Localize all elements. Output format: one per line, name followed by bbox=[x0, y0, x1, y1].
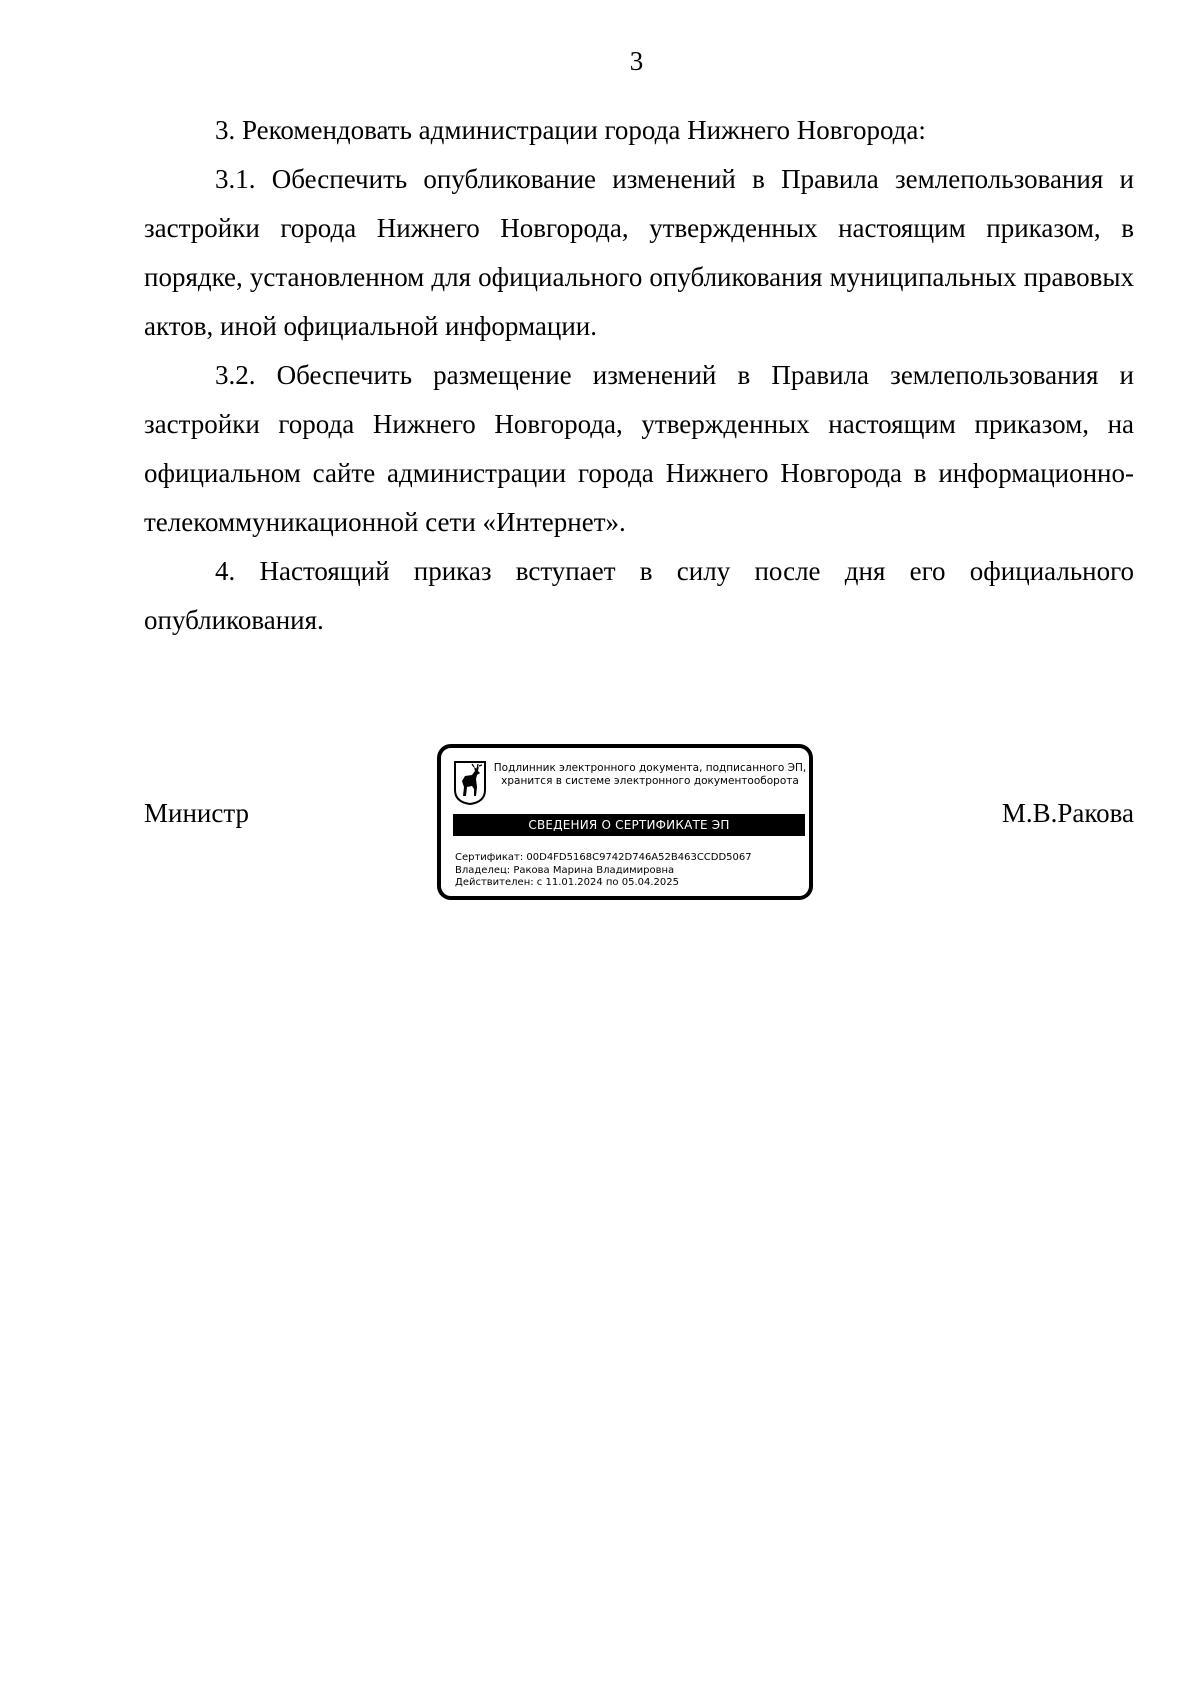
page-number: 3 bbox=[629, 46, 644, 76]
signature-block bbox=[144, 744, 1134, 904]
document-body bbox=[144, 106, 1134, 645]
stamp-details bbox=[455, 852, 752, 890]
paragraph-recommend: 3. Рекомендовать администрации города Нижнего Новгорода: bbox=[215, 115, 926, 145]
electronic-signature-stamp bbox=[437, 744, 813, 900]
paragraph-3-1-publication: 3.1. Обеспечить опубликование изменений в Правила землепользования и застройки города Нижнего Новгорода, утвержденных настоящим приказом, в порядке, установленном для официального опубликования муниципальных правовых актов, иной официальной информации. bbox=[144, 164, 1134, 341]
stamp-header-line-1: Подлинник электронного документа, подписанного ЭП, bbox=[493, 762, 807, 774]
signer-title: Министр bbox=[144, 798, 249, 828]
paragraph-3-2-website: 3.2. Обеспечить размещение изменений в Правила землепользования и застройки города Нижнего Новгорода, утвержденных настоящим приказом, на официальном сайте администрации города Нижнего Новгорода в информационно-телекоммуникационной сети «Интернет». bbox=[144, 360, 1134, 537]
stamp-header-line-2: хранится в системе электронного документооборота bbox=[501, 775, 799, 787]
signer-name: М.В.Ракова bbox=[1001, 798, 1134, 828]
paragraph-4-effective: 4. Настоящий приказ вступает в силу после дня его официального опубликования. bbox=[144, 556, 1134, 635]
deer-emblem-icon bbox=[453, 760, 487, 806]
stamp-validity: Действителен: с 11.01.2024 по 05.04.2025 bbox=[455, 877, 679, 888]
stamp-owner: Владелец: Ракова Марина Владимировна bbox=[455, 864, 675, 876]
stamp-banner: СВЕДЕНИЯ О СЕРТИФИКАТЕ ЭП bbox=[453, 814, 805, 836]
stamp-certificate: Сертификат: 00D4FD5168C9742D746A52B463CCDD5067 bbox=[455, 852, 752, 863]
stamp-header bbox=[491, 762, 809, 788]
